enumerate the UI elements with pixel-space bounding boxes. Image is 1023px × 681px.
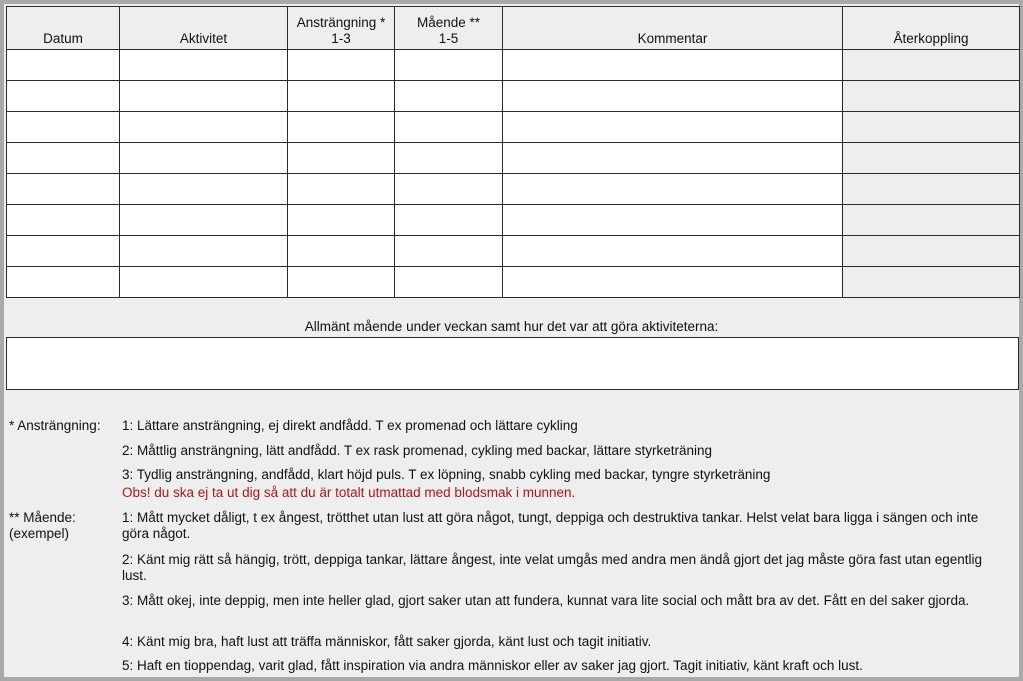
column-header-line: Återkoppling <box>893 31 969 46</box>
legend-maende-sublabel: (exempel) <box>9 526 70 541</box>
legend-anstrangning-item-1: 1: Lättare ansträngning, ej direkt andfådd. T ex promenad och lättare cykling <box>122 418 578 433</box>
legend-maende-item-1: 1: Mått mycket dåligt, t ex ångest, trötthet utan lust att göra något, tungt, deppiga och destruktiva tankar. Helst velat bara ligga i sängen och inte göra något. <box>122 510 979 541</box>
column-header-line: Aktivitet <box>179 31 228 46</box>
legend <box>4 4 1019 677</box>
legend-maende-item-3: 3: Mått okej, inte deppig, men inte heller glad, gjort saker utan att fundera, kunnat vara lite social och mått bra av det. Fått en del saker gjorda. <box>122 593 970 608</box>
legend-maende-item-5: 5: Haft en tioppendag, varit glad, fått inspiration via andra människor eller av saker jag gjort. Tagit initiativ, känt kraft och lust. <box>122 658 863 673</box>
legend-maende-item-4: 4: Känt mig bra, haft lust att träffa människor, fått saker gjorda, känt lust och tagit initiativ. <box>122 634 652 649</box>
column-header-line: Datum <box>43 31 83 46</box>
column-header-line: 1-5 <box>438 31 459 46</box>
column-header-line: Kommentar <box>637 31 708 46</box>
week-summary-label: Allmänt mående under veckan samt hur det var att göra aktiviteterna: <box>304 319 719 334</box>
column-header-line: 1-3 <box>331 31 351 46</box>
column-header-line: Mående ** <box>416 15 481 30</box>
legend-anstrangning-item-3: 3: Tydlig ansträngning, andfådd, klart höjd puls. T ex löpning, snabb cykling med backar, tyngre styrketräning <box>122 467 771 482</box>
legend-maende-item-2: 2: Känt mig rätt så hängig, trött, deppiga tankar, lättare ångest, inte velat umgås med andra men ändå gjort det jag måste göra fast utan egentlig lust. <box>122 552 983 583</box>
legend-warning-text: Obs! du ska ej ta ut dig så att du är totalt utmattad med blodsmak i munnen. <box>122 485 576 500</box>
column-header-line: Ansträngning * <box>296 15 386 30</box>
legend-anstrangning-item-2: 2: Måttlig ansträngning, lätt andfådd. T ex rask promenad, cykling med backar, lättare styrketräning <box>122 443 713 458</box>
legend-anstrangning-label: * Ansträngning: <box>9 418 101 433</box>
activity-log-sheet <box>4 4 1019 677</box>
legend-maende-label: ** Mående: <box>9 510 76 525</box>
